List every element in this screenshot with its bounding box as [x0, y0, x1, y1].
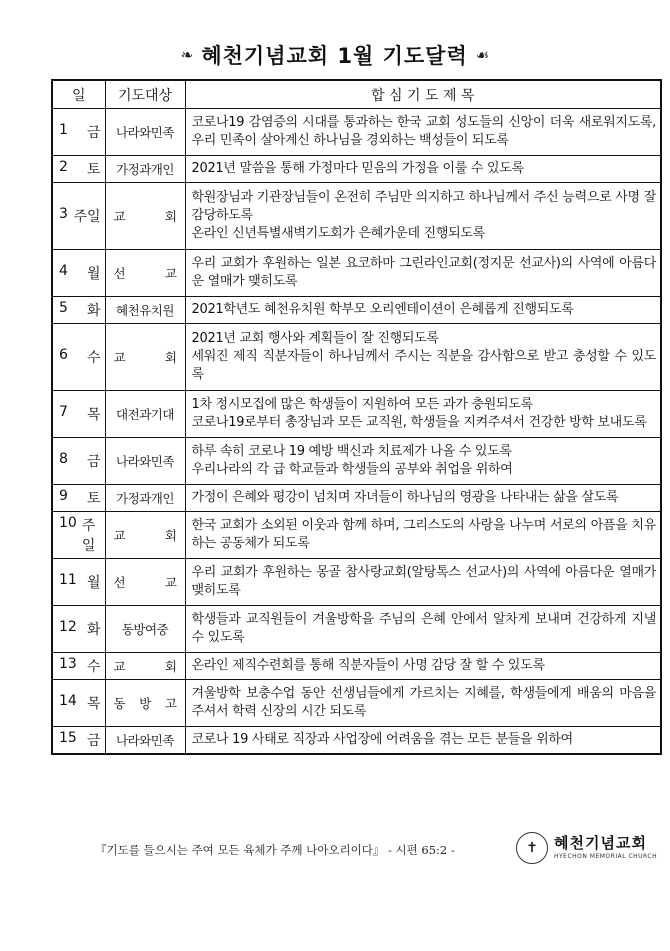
day-cell: [52, 156, 105, 183]
prayer-target-label: 나라와민족: [116, 125, 174, 140]
footer: [0, 832, 670, 872]
day-number: 13: [59, 656, 77, 672]
prayer-target: [105, 438, 185, 485]
prayer-target-label: 대전과기대: [116, 407, 174, 422]
prayer-topic-line: 세워진 제직 직분자들이 하나님께서 주시는 직분을 감사함으로 받고 충성할 수 있도록: [191, 349, 656, 382]
prayer-topic-line: 우리나라의 각 급 학교들과 학생들의 공부와 취업을 위하여: [191, 462, 513, 477]
table-row: [52, 485, 661, 512]
prayer-topic-line: 겨울방학 보충수업 동안 선생님들에게 가르치는 지혜를, 학생들에게 배움의 마음을 주셔서 학력 신장의 시간 되도록: [191, 686, 656, 719]
prayer-target: [105, 391, 185, 438]
prayer-target-part: 방: [139, 696, 151, 711]
prayer-target-part: 회: [164, 350, 177, 365]
table-row: [52, 250, 661, 297]
day-number: 4: [59, 263, 68, 279]
day-number: 1: [59, 122, 68, 138]
table-row: [52, 391, 661, 438]
prayer-target-label: 동방여중: [121, 622, 169, 637]
prayer-target: [105, 606, 185, 653]
table-row: [52, 727, 661, 754]
day-cell: [52, 512, 105, 559]
prayer-topic: [185, 559, 661, 606]
prayer-target: [105, 653, 185, 680]
prayer-target-part: 교: [113, 209, 126, 224]
page-title: 혜천기념교회 1월 기도달력: [201, 44, 468, 68]
footer-verse: 『기도를 들으시는 주여 모든 육체가 주께 나아오리이다』 - 시편 65:2 -: [95, 843, 455, 857]
prayer-topic-line: 2021년 교회 행사와 계획들이 잘 진행되도록: [191, 331, 439, 346]
prayer-target: [105, 559, 185, 606]
day-cell: [52, 559, 105, 606]
church-emblem-icon: ✝: [516, 832, 548, 864]
prayer-topic-line: 우리 교회가 후원하는 몽골 참사랑교회(알탕톡스 선교사)의 사역에 아름다운 열매가 맺히도록: [191, 565, 656, 598]
prayer-target-label: 가정과개인: [116, 491, 174, 506]
prayer-calendar-table: [51, 79, 662, 755]
day-cell: [52, 391, 105, 438]
prayer-topic: [185, 297, 661, 324]
table-body: [52, 109, 661, 754]
prayer-topic-line: 하루 속히 코로나 19 예방 백신과 치료제가 나올 수 있도록: [191, 444, 512, 459]
prayer-target: [105, 156, 185, 183]
day-cell: [52, 485, 105, 512]
prayer-topic: [185, 250, 661, 297]
table-row: [52, 438, 661, 485]
logo-text: [554, 836, 657, 860]
day-number: 15: [59, 729, 77, 746]
prayer-target-part: 회: [164, 528, 177, 543]
day-of-week: 금: [86, 454, 101, 470]
logo-name-english: HYECHON MEMORIAL CHURCH: [554, 853, 658, 860]
ornament-right-icon: ☙: [475, 46, 490, 64]
prayer-target: [105, 485, 185, 512]
ornament-left-icon: ❧: [180, 46, 194, 64]
prayer-target-label: 혜천유치원: [116, 303, 174, 318]
header-day: 일: [52, 80, 105, 109]
prayer-target-label: 가정과개인: [116, 162, 174, 177]
day-cell: [52, 653, 105, 680]
table-row: [52, 606, 661, 653]
table-row: [52, 109, 661, 156]
prayer-target: [105, 109, 185, 156]
prayer-target-part: 선: [113, 266, 126, 281]
header-target: 기도대상: [105, 80, 185, 109]
table-row: [52, 559, 661, 606]
day-of-week: 월: [86, 575, 101, 591]
church-logo: [516, 832, 657, 864]
prayer-target-part: 교: [164, 266, 177, 281]
day-of-week: 화: [86, 303, 101, 319]
day-cell: [52, 297, 105, 324]
prayer-target: [105, 183, 185, 250]
prayer-topic-line: 코로나19로부터 총장님과 모든 교직원, 학생들을 지켜주셔서 건강한 방학 보내도록: [191, 415, 647, 430]
prayer-topic: [185, 391, 661, 438]
prayer-target: [105, 297, 185, 324]
table-header-row: [52, 80, 661, 109]
prayer-target-part: 회: [164, 209, 177, 224]
prayer-topic-line: 1차 정시모집에 많은 학생들이 지원하여 모든 과가 충원되도록: [191, 397, 533, 412]
prayer-target-part: 교: [113, 528, 126, 543]
table-row: [52, 512, 661, 559]
prayer-target-part: 고: [164, 696, 177, 711]
prayer-target: [105, 324, 185, 391]
prayer-topic-line: 학원장님과 기관장님들이 온전히 주님만 의지하고 하나님께서 주신 능력으로 사명 잘 감당하도록: [191, 190, 656, 223]
prayer-target-part: 교: [164, 575, 177, 590]
prayer-topic-line: 가정이 은혜와 평강이 넘치며 자녀들이 하나님의 영광을 나타내는 삶을 살도록: [191, 490, 619, 505]
day-of-week: 월: [86, 266, 101, 282]
header-topic: 합 심 기 도 제 목: [185, 80, 661, 109]
day-of-week: 토: [86, 491, 101, 507]
day-number: 3: [59, 206, 68, 222]
prayer-target-part: 교: [113, 659, 126, 674]
table-row: [52, 680, 661, 727]
day-cell: [52, 109, 105, 156]
prayer-target-part: 회: [164, 659, 177, 674]
day-cell: [52, 324, 105, 391]
table-row: [52, 183, 661, 250]
day-number: 11: [59, 572, 77, 588]
day-of-week: 목: [86, 696, 101, 712]
day-of-week: 주일: [73, 209, 101, 225]
day-cell: [52, 183, 105, 250]
prayer-target-part: 동: [113, 696, 126, 711]
prayer-topic-line: 코로나19 감염증의 시대를 통과하는 한국 교회 성도들의 신앙이 더욱 새로워지도록, 우리 민족이 살아계신 하나님을 경외하는 백성들이 되도록: [191, 115, 656, 148]
day-cell: [52, 680, 105, 727]
day-number: 10: [59, 515, 77, 531]
prayer-target: [105, 250, 185, 297]
day-cell: [52, 438, 105, 485]
table-row: [52, 324, 661, 391]
prayer-topic: [185, 485, 661, 512]
prayer-topic: [185, 109, 661, 156]
prayer-target-part: 선: [113, 575, 126, 590]
logo-name-korean: 혜천기념교회: [554, 834, 647, 852]
day-number: 12: [59, 619, 77, 635]
day-number: 7: [59, 404, 68, 420]
table-row: [52, 156, 661, 183]
day-of-week: 수: [86, 659, 101, 675]
prayer-topic-line: 한국 교회가 소외된 이웃과 함께 하며, 그리스도의 사랑을 나누며 서로의 아픔을 치유하는 공동체가 되도록: [191, 518, 656, 551]
prayer-target-label: 나라와민족: [116, 454, 174, 469]
prayer-topic: [185, 653, 661, 680]
day-number: 6: [59, 347, 68, 363]
prayer-topic: [185, 727, 661, 754]
table-row: [52, 297, 661, 324]
prayer-topic-line: 온라인 제직수련회를 통해 직분자들이 사명 감당 잘 할 수 있도록: [191, 658, 545, 673]
table-row: [52, 653, 661, 680]
page-title-bar: [0, 38, 670, 72]
prayer-topic-line: 코로나 19 사태로 직장과 사업장에 어려움을 겪는 모든 분들을 위하여: [191, 731, 573, 747]
prayer-target: [105, 512, 185, 559]
prayer-topic: [185, 324, 661, 391]
prayer-target-label: 나라와민족: [116, 732, 174, 748]
prayer-topic-line: 2021년 말씀을 통해 가정마다 믿음의 가정을 이룰 수 있도록: [191, 161, 524, 176]
day-cell: [52, 727, 105, 754]
prayer-topic: [185, 680, 661, 727]
day-of-week: 토: [86, 162, 101, 178]
day-number: 8: [59, 451, 68, 467]
day-of-week: 수: [86, 350, 101, 366]
day-cell: [52, 250, 105, 297]
prayer-target: [105, 727, 185, 754]
day-of-week: 금: [86, 732, 101, 749]
prayer-topic: [185, 606, 661, 653]
day-of-week: 화: [86, 622, 101, 638]
day-of-week: 목: [86, 407, 101, 423]
day-cell: [52, 606, 105, 653]
prayer-topic: [185, 183, 661, 250]
day-number: 5: [59, 300, 68, 316]
prayer-topic-line: 2021학년도 혜천유치원 학부모 오리엔테이션이 은혜롭게 진행되도록: [191, 302, 574, 317]
day-of-week: 주일: [81, 518, 96, 554]
prayer-topic-line: 우리 교회가 후원하는 일본 요코하마 그린라인교회(정지문 선교사)의 사역에 아름다운 열매가 맺히도록: [191, 256, 656, 289]
day-number: 9: [59, 488, 68, 504]
prayer-topic-line: 학생들과 교직원들이 겨울방학을 주님의 은혜 안에서 알차게 보내며 건강하게 지낼 수 있도록: [191, 612, 656, 645]
day-of-week: 금: [86, 125, 101, 141]
prayer-topic: [185, 512, 661, 559]
prayer-target: [105, 680, 185, 727]
prayer-topic: [185, 156, 661, 183]
prayer-topic-line: 온라인 신년특별새벽기도회가 은혜가운데 진행되도록: [191, 226, 485, 241]
prayer-topic: [185, 438, 661, 485]
prayer-target-part: 교: [113, 350, 126, 365]
day-number: 14: [59, 693, 77, 709]
day-number: 2: [59, 159, 68, 175]
